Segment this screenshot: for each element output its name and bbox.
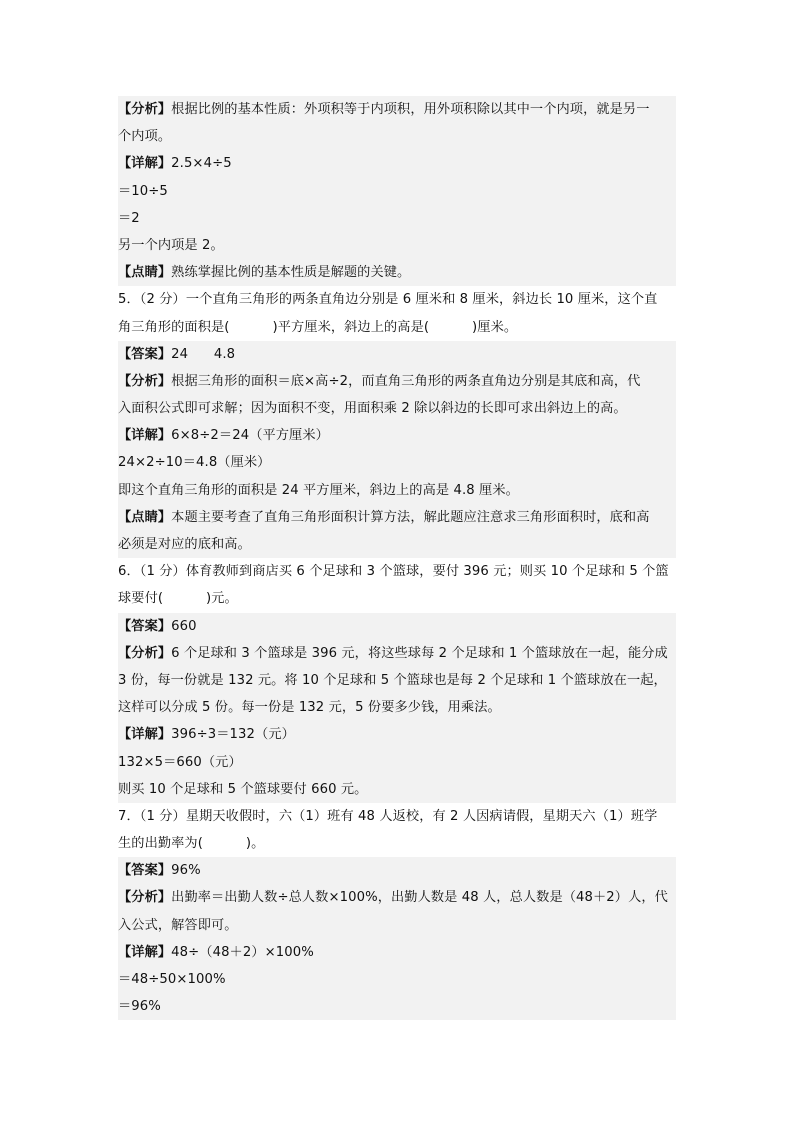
line-text: 个内项。 xyxy=(118,129,172,145)
section-tag: 【详解】 xyxy=(118,727,172,743)
line-text: 必须是对应的底和高。 xyxy=(118,537,251,552)
line-text: 96% xyxy=(171,863,201,879)
text-line xyxy=(118,178,676,205)
line-text: 熟练掌握比例的基本性质是解题的关键。 xyxy=(171,265,411,281)
line-text: 396÷3＝132（元） xyxy=(171,727,295,743)
line-text: 即这个直角三角形的面积是 24 平方厘米，斜边上的高是 4.8 厘米。 xyxy=(118,482,519,498)
line-text: 6．（1 分）体育教师到商店买 6 个足球和 3 个篮球，要付 396 元；则买 10 个足球和 5 个篮 xyxy=(118,564,669,580)
text-line xyxy=(118,449,676,476)
line-text: 根据三角形的面积＝底×高÷2，而直角三角形的两条直角边分别是其底和高，代 xyxy=(171,373,641,389)
text-line xyxy=(118,667,676,694)
text-line xyxy=(118,531,676,558)
text-line xyxy=(118,123,676,150)
text-line xyxy=(118,966,676,993)
text-line xyxy=(118,640,676,667)
line-text: 另一个内项是 2。 xyxy=(118,237,224,253)
line-text: 6×8÷2＝24（平方厘米） xyxy=(171,428,329,444)
text-line xyxy=(118,368,676,395)
section-tag: 【答案】 xyxy=(118,346,172,362)
text-line xyxy=(118,830,676,857)
section-tag: 【分析】 xyxy=(118,373,172,389)
line-text: ＝10÷5 xyxy=(118,183,168,199)
section-tag: 【答案】 xyxy=(118,863,172,879)
text-line xyxy=(118,857,676,884)
section-tag: 【分析】 xyxy=(118,645,172,661)
section-tag: 【点睛】 xyxy=(118,509,172,525)
line-text: 角三角形的面积是( )平方厘米，斜边上的高是( )厘米。 xyxy=(118,319,518,335)
line-text: 则买 10 个足球和 5 个篮球要付 660 元。 xyxy=(118,781,368,797)
line-text: 660 xyxy=(171,618,197,634)
text-line xyxy=(118,259,676,286)
line-text: 入面积公式即可求解；因为面积不变，用面积乘 2 除以斜边的长即可求出斜边上的高。 xyxy=(118,401,627,417)
text-line xyxy=(118,585,676,612)
line-text: 5．（2 分）一个直角三角形的两条直角边分别是 6 厘米和 8 厘米，斜边长 10 厘米，这个直 xyxy=(118,292,658,308)
section-tag: 【详解】 xyxy=(118,944,172,960)
text-line xyxy=(118,558,676,585)
text-line xyxy=(118,912,676,939)
section-tag: 【点睛】 xyxy=(118,265,172,281)
document-page xyxy=(118,96,676,1020)
line-text: 6 个足球和 3 个篮球是 396 元，将这些球每 2 个足球和 1 个篮球放在一起，能分成 xyxy=(171,645,668,661)
section-tag: 【分析】 xyxy=(118,890,172,906)
line-text: 132×5＝660（元） xyxy=(118,754,242,770)
section-tag: 【详解】 xyxy=(118,156,172,172)
line-text: 生的出勤率为( )。 xyxy=(118,836,265,852)
text-line xyxy=(118,803,676,830)
text-line xyxy=(118,749,676,776)
text-line xyxy=(118,395,676,422)
text-line xyxy=(118,422,676,449)
text-line xyxy=(118,314,676,341)
text-line xyxy=(118,613,676,640)
section-tag: 【答案】 xyxy=(118,618,172,634)
line-text: 24 4.8 xyxy=(171,346,236,362)
text-line xyxy=(118,776,676,803)
line-text: 7．（1 分）星期天收假时，六（1）班有 48 人返校，有 2 人因病请假，星期天六（1）班学 xyxy=(118,808,658,824)
line-text: 本题主要考查了直角三角形面积计算方法，解此题应注意求三角形面积时，底和高 xyxy=(171,509,650,525)
line-text: 这样可以分成 5 份。每一份是 132 元，5 份要多少钱，用乘法。 xyxy=(118,700,501,716)
line-text: ＝96% xyxy=(118,999,161,1015)
line-text: 根据比例的基本性质：外项积等于内项积，用外项积除以其中一个内项，就是另一 xyxy=(171,102,650,117)
text-line xyxy=(118,232,676,259)
text-line xyxy=(118,150,676,177)
text-line xyxy=(118,721,676,748)
text-line xyxy=(118,341,676,368)
line-text: ＝48÷50×100% xyxy=(118,972,226,987)
line-text: 2.5×4÷5 xyxy=(171,156,232,172)
text-line xyxy=(118,96,676,123)
text-line xyxy=(118,205,676,232)
line-text: 球要付( )元。 xyxy=(118,591,238,607)
text-line xyxy=(118,884,676,911)
line-text: 3 份，每一份就是 132 元。将 10 个足球和 5 个篮球也是每 2 个足球和 1 个篮球放在一起， xyxy=(118,672,667,688)
text-line xyxy=(118,993,676,1020)
text-line xyxy=(118,286,676,313)
text-line xyxy=(118,477,676,504)
section-tag: 【分析】 xyxy=(118,102,172,117)
line-text: ＝2 xyxy=(118,210,140,226)
line-text: 24×2÷10＝4.8（厘米） xyxy=(118,455,271,471)
text-line xyxy=(118,694,676,721)
section-tag: 【详解】 xyxy=(118,428,172,444)
line-text: 出勤率＝出勤人数÷总人数×100%，出勤人数是 48 人，总人数是（48＋2）人，代 xyxy=(171,890,668,906)
line-text: 入公式，解答即可。 xyxy=(118,917,238,933)
text-line xyxy=(118,939,676,966)
text-line xyxy=(118,504,676,531)
line-text: 48÷（48＋2）×100% xyxy=(171,944,314,960)
